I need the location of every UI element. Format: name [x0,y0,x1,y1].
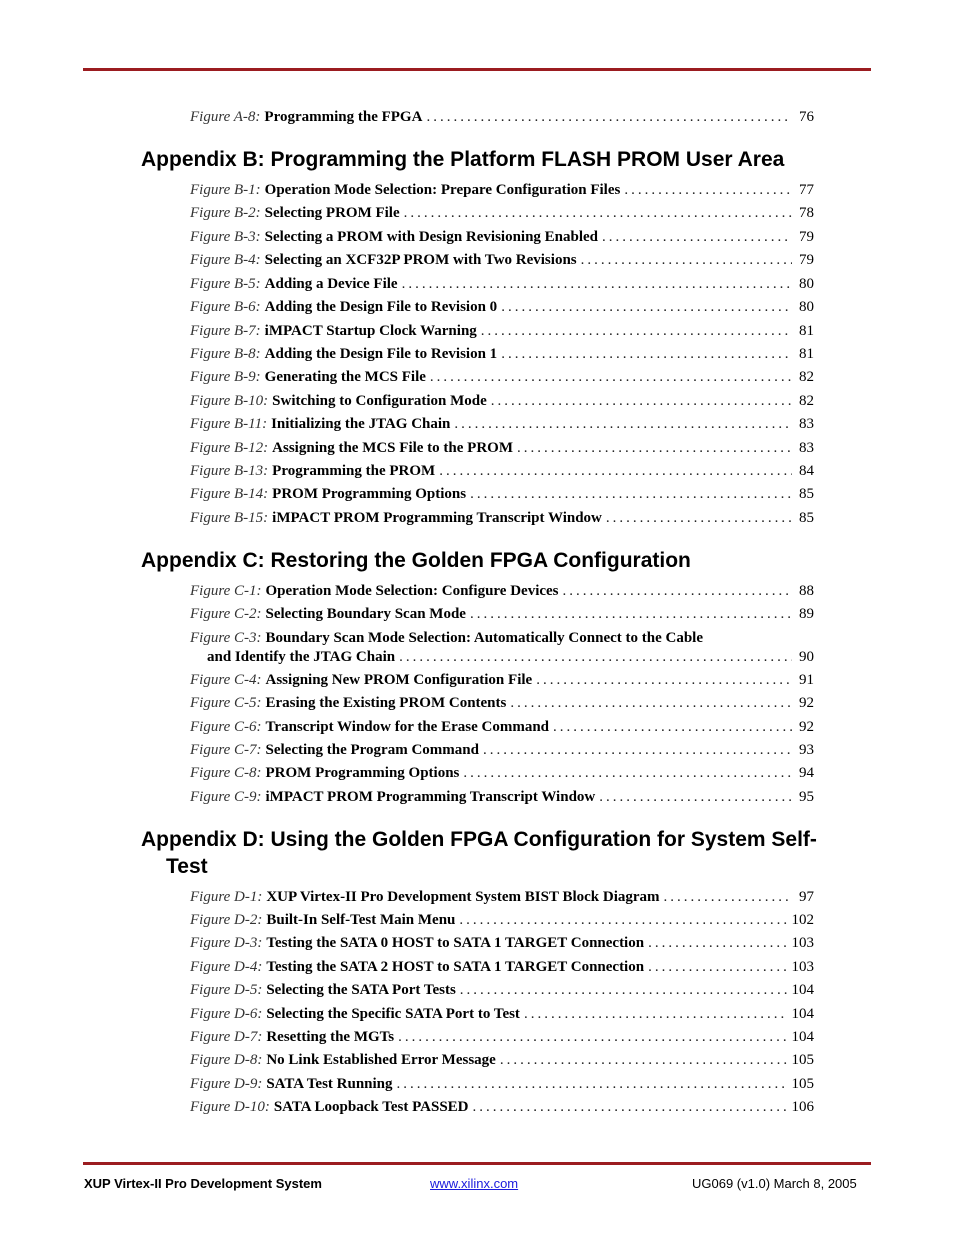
dot-leader [624,181,792,200]
figure-label: Figure A-8: [190,109,261,125]
page-number: 103 [791,935,814,951]
figure-title: Assigning New PROM Configuration File [265,672,533,688]
dot-leader [473,1098,788,1117]
heading-text: Appendix C: Restoring the Golden FPGA Configuration [141,549,691,572]
figure-label: Figure B-6: [190,299,261,315]
dot-leader [470,485,792,504]
figure-entry[interactable] [190,228,814,247]
figure-label: Figure D-8: [190,1052,263,1068]
dot-leader [501,298,792,317]
figure-entry[interactable] [190,1075,814,1094]
appendix-heading [141,547,861,574]
figure-label: Figure B-12: [190,440,269,456]
dot-leader [517,439,792,458]
figure-title: No Link Established Error Message [266,1052,496,1068]
dot-leader [404,204,792,223]
figure-title: Operation Mode Selection: Prepare Configuration Files [264,182,621,198]
figure-entry[interactable] [190,392,814,411]
figure-label: Figure D-5: [190,982,263,998]
page-number: 81 [799,346,814,362]
dot-leader [524,1005,788,1024]
footer-document-id: UG069 (v1.0) March 8, 2005 [692,1176,857,1191]
figure-title: Resetting the MGTs [266,1029,395,1045]
figure-title: Selecting Boundary Scan Mode [265,606,466,622]
figure-title: Erasing the Existing PROM Contents [265,695,507,711]
figure-label: Figure B-10: [190,393,269,409]
figure-label: Figure C-5: [190,695,262,711]
figure-label: Figure B-13: [190,463,269,479]
figure-label: Figure B-9: [190,369,261,385]
figure-label: Figure C-1: [190,583,262,599]
figure-title: iMPACT Startup Clock Warning [264,323,477,339]
heading-text: Appendix B: Programming the Platform FLASH PROM User Area [141,148,785,171]
figure-entry[interactable] [190,485,814,504]
figure-label: Figure B-5: [190,276,261,292]
figure-title: Switching to Configuration Mode [272,393,487,409]
dot-leader [402,275,792,294]
figure-title: Selecting a PROM with Design Revisioning Enabled [264,229,599,245]
page-number: 78 [799,205,814,221]
figure-entry[interactable] [190,911,814,930]
figure-entry[interactable] [190,462,814,481]
dot-leader [399,648,792,667]
page-number: 84 [799,463,814,479]
figure-entry[interactable] [190,671,814,690]
figure-entry[interactable] [190,345,814,364]
figure-title: Selecting the SATA Port Tests [266,982,456,998]
figure-label: Figure B-8: [190,346,261,362]
dot-leader [606,509,792,528]
page-number: 79 [799,252,814,268]
figure-label: Figure B-1: [190,182,261,198]
footer-rule [83,1162,871,1165]
figure-label: Figure D-2: [190,912,263,928]
figure-title: SATA Loopback Test PASSED [273,1099,469,1115]
dot-leader [439,462,792,481]
figure-entry[interactable] [190,629,814,667]
dot-leader [648,958,787,977]
dot-leader [397,1075,788,1094]
figure-label: Figure B-7: [190,323,261,339]
figure-entry[interactable] [190,108,814,127]
figure-label: Figure D-6: [190,1006,263,1022]
page-number: 93 [799,742,814,758]
footer-website-link[interactable]: www.xilinx.com [430,1176,519,1191]
dot-leader [454,415,792,434]
figure-title: Assigning the MCS File to the PROM [272,440,513,456]
figure-label: Figure B-4: [190,252,261,268]
page-number: 92 [799,719,814,735]
page-number: 80 [799,276,814,292]
dot-leader [483,741,792,760]
figure-title: Selecting the Specific SATA Port to Test [266,1006,520,1022]
page-number: 88 [799,583,814,599]
dot-leader [602,228,792,247]
figure-title: Selecting PROM File [264,205,400,221]
figure-entry[interactable] [190,981,814,1000]
page-number: 90 [799,649,814,665]
dot-leader [426,108,792,127]
dot-leader [459,911,787,930]
figure-entry[interactable] [190,764,814,783]
figure-title: iMPACT PROM Programming Transcript Window [272,510,602,526]
dot-leader [470,605,792,624]
figure-entry[interactable] [190,582,814,601]
page-number: 97 [799,889,814,905]
dot-leader [599,788,792,807]
page-number: 95 [799,789,814,805]
appendix-heading [141,146,861,173]
figure-entry[interactable] [190,439,814,458]
figure-entry[interactable] [190,368,814,387]
figure-entry[interactable] [190,509,814,528]
page-number: 82 [799,369,814,385]
figure-entry[interactable] [190,204,814,223]
figure-title: Transcript Window for the Erase Command [265,719,549,735]
figure-title: Generating the MCS File [264,369,426,385]
dot-leader [500,1051,788,1070]
figure-label: Figure C-2: [190,606,262,622]
dot-leader [491,392,792,411]
figure-title: Selecting the Program Command [265,742,479,758]
page-number: 105 [791,1052,814,1068]
figure-label: Figure C-7: [190,742,262,758]
dot-leader [553,718,792,737]
figure-entry[interactable] [190,605,814,624]
figure-title: Testing the SATA 2 HOST to SATA 1 TARGET Connection [266,959,645,975]
dot-leader [460,981,788,1000]
figure-entry[interactable] [190,788,814,807]
figure-title: SATA Test Running [266,1076,393,1092]
figure-title: Programming the PROM [272,463,436,479]
figure-title: Operation Mode Selection: Configure Devices [265,583,559,599]
dot-leader [430,368,792,387]
figure-entry[interactable] [190,958,814,977]
figure-entry[interactable] [190,298,814,317]
appendix-heading [141,826,861,880]
page-number: 85 [799,486,814,502]
page-number: 91 [799,672,814,688]
page-number: 106 [791,1099,814,1115]
page-number: 103 [791,959,814,975]
figure-entry[interactable] [190,1005,814,1024]
figure-label: Figure B-11: [190,416,268,432]
figure-title: PROM Programming Options [272,486,467,502]
dot-leader [536,671,792,690]
page-number: 104 [791,1006,814,1022]
page-number: 92 [799,695,814,711]
figure-label: Figure B-14: [190,486,269,502]
figure-title: Adding the Design File to Revision 1 [264,346,498,362]
figure-label: Figure D-1: [190,889,263,905]
dot-leader [648,934,787,953]
figure-title: XUP Virtex-II Pro Development System BIST Block Diagram [266,889,660,905]
figure-entry[interactable] [190,251,814,270]
figure-label: Figure C-3: [190,630,262,646]
page-number: 82 [799,393,814,409]
heading-text: Appendix D: Using the Golden FPGA Configuration for System Self- [141,828,817,851]
figure-title: Programming the FPGA [264,109,423,125]
page-number: 79 [799,229,814,245]
figure-title: PROM Programming Options [265,765,460,781]
dot-leader [481,322,792,341]
figure-entry[interactable] [190,415,814,434]
figure-label: Figure D-9: [190,1076,263,1092]
page-number: 83 [799,440,814,456]
page-number: 77 [799,182,814,198]
dot-leader [510,694,792,713]
figure-entry[interactable] [190,718,814,737]
figure-entry[interactable] [190,741,814,760]
page-number: 81 [799,323,814,339]
figure-label: Figure C-8: [190,765,262,781]
figure-label: Figure D-10: [190,1099,270,1115]
figure-entry[interactable] [190,1098,814,1117]
figure-title: Adding the Design File to Revision 0 [264,299,498,315]
figure-title: Testing the SATA 0 HOST to SATA 1 TARGET Connection [266,935,645,951]
page-number: 85 [799,510,814,526]
page-number: 105 [791,1076,814,1092]
figure-label: Figure B-3: [190,229,261,245]
figure-label: Figure B-15: [190,510,269,526]
figure-title-continued: and Identify the JTAG Chain [207,649,396,665]
heading-text-continued: Test [166,855,208,878]
page-number: 89 [799,606,814,622]
figure-label: Figure B-2: [190,205,261,221]
figure-entry[interactable] [190,934,814,953]
dot-leader [398,1028,787,1047]
figure-label: Figure D-4: [190,959,263,975]
dot-leader [581,251,792,270]
page-number: 94 [799,765,814,781]
figure-label: Figure D-3: [190,935,263,951]
figure-title: Boundary Scan Mode Selection: Automatically Connect to the Cable [265,630,703,646]
figure-title: Initializing the JTAG Chain [271,416,451,432]
figure-label: Figure D-7: [190,1029,263,1045]
figure-label: Figure C-6: [190,719,262,735]
figure-title: Built-In Self-Test Main Menu [266,912,456,928]
header-rule [83,68,871,71]
page-number: 83 [799,416,814,432]
figure-title: Adding a Device File [264,276,398,292]
figure-title: Selecting an XCF32P PROM with Two Revisions [264,252,577,268]
figure-entry[interactable] [190,275,814,294]
figure-title: iMPACT PROM Programming Transcript Window [265,789,596,805]
dot-leader [664,888,792,907]
figure-label: Figure C-4: [190,672,262,688]
figure-entry[interactable] [190,1028,814,1047]
page-number: 76 [799,109,814,125]
page-number: 104 [791,982,814,998]
footer-document-title: XUP Virtex-II Pro Development System [84,1176,322,1191]
page-number: 104 [791,1029,814,1045]
figure-entry[interactable] [190,1051,814,1070]
figure-entry[interactable] [190,888,814,907]
page-number: 80 [799,299,814,315]
figure-entry[interactable] [190,694,814,713]
figure-entry[interactable] [190,181,814,200]
dot-leader [501,345,792,364]
figure-label: Figure C-9: [190,789,262,805]
dot-leader [563,582,792,601]
dot-leader [463,764,792,783]
page-number: 102 [791,912,814,928]
figure-entry[interactable] [190,322,814,341]
